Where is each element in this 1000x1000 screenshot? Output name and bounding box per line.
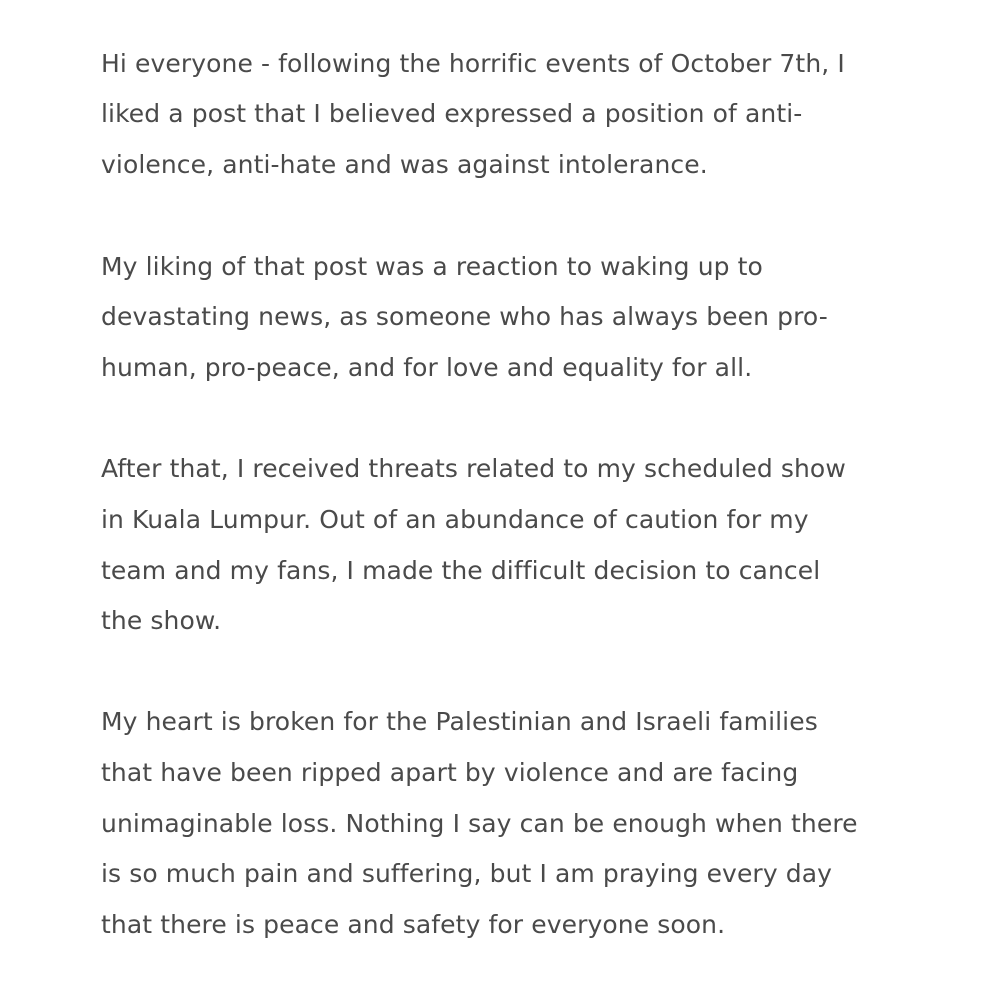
paragraph-3-line-4: the show.	[101, 606, 222, 635]
paragraph-2-line-1: My liking of that post was a reaction to waking up to	[101, 252, 763, 281]
paragraph-4-line-2: that have been ripped apart by violence and are facing	[101, 758, 799, 787]
paragraph-4-line-1: My heart is broken for the Palestinian and Israeli families	[101, 707, 818, 736]
paragraph-4-line-3: unimaginable loss. Nothing I say can be enough when there	[101, 809, 858, 838]
paragraph-3-line-2: in Kuala Lumpur. Out of an abundance of caution for my	[101, 505, 809, 534]
paragraph-4-line-4: is so much pain and suffering, but I am praying every day	[101, 859, 833, 888]
paragraph-2-line-2: devastating news, as someone who has always been pro-	[101, 302, 828, 331]
paragraph-1-line-1: Hi everyone - following the horrific events of October 7th, I	[101, 49, 845, 78]
paragraph-1-line-3: violence, anti-hate and was against intolerance.	[101, 150, 708, 179]
paragraph-2-line-3: human, pro-peace, and for love and equality for all.	[101, 353, 753, 382]
paragraph-3-line-3: team and my fans, I made the difficult decision to cancel	[101, 556, 821, 585]
paragraph-4-line-5: that there is peace and safety for everyone soon.	[101, 910, 726, 939]
paragraph-1-line-2: liked a post that I believed expressed a position of anti-	[101, 99, 803, 128]
paragraph-3-line-1: After that, I received threats related to my scheduled show	[101, 454, 846, 483]
